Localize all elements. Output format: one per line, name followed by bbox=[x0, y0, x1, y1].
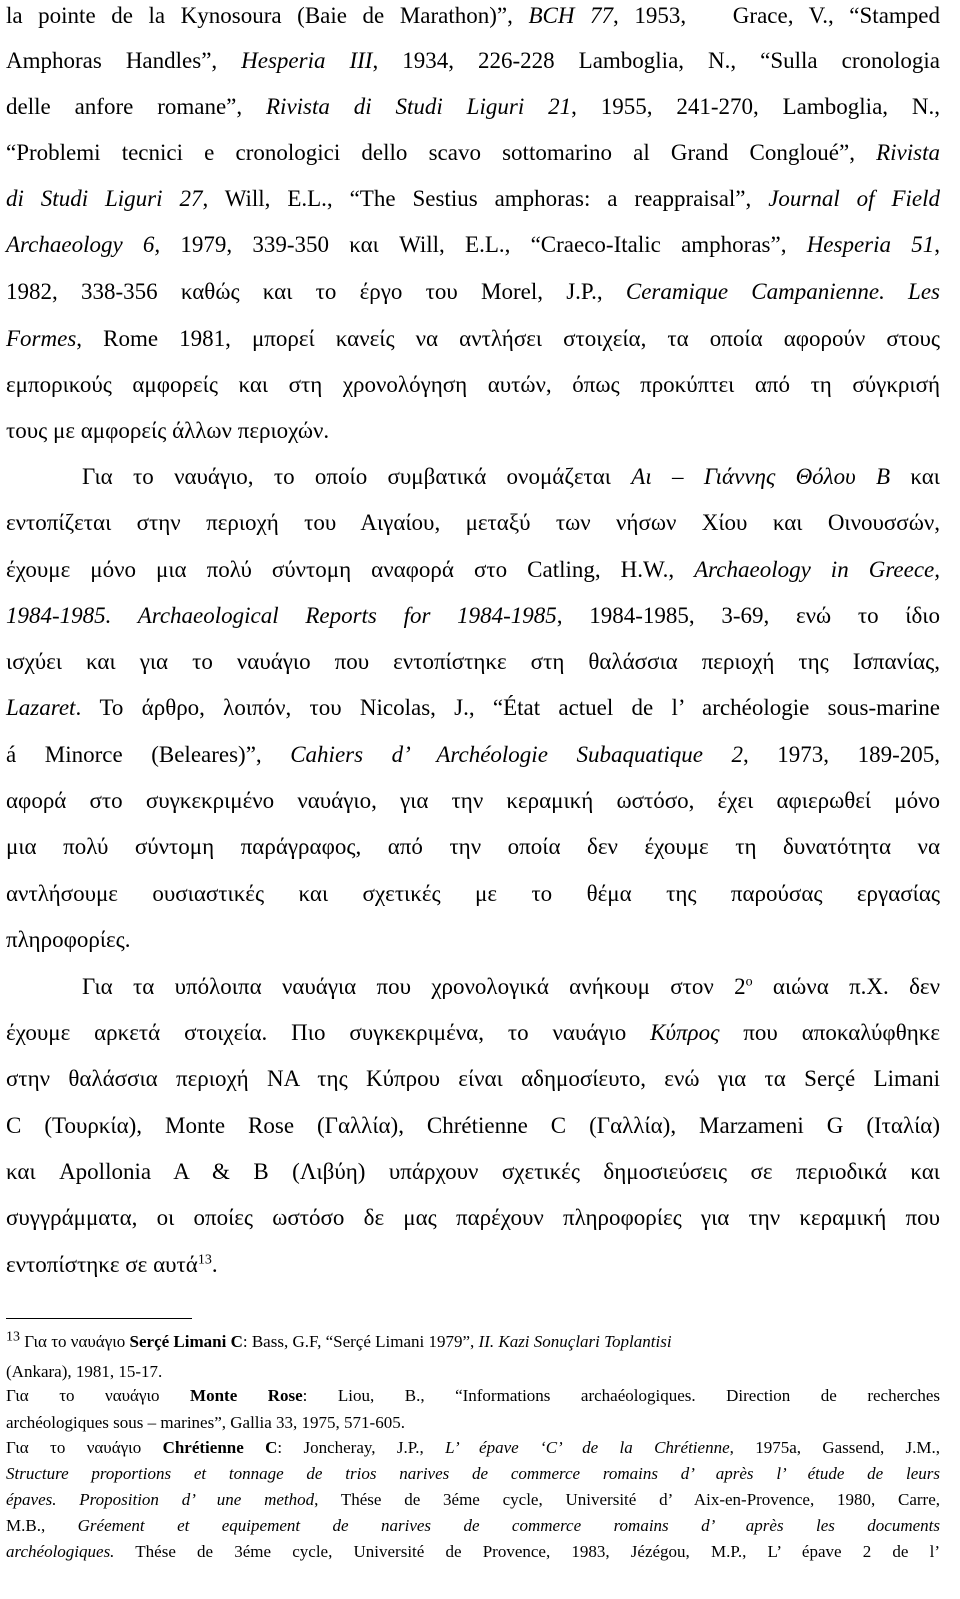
footnote-line: épaves. Proposition d’ une method, Thése de 3éme cycle, Université d’ Aix-en-Provence, 1980, Carre, bbox=[6, 1490, 940, 1509]
body-line: 1982, 338-356 καθώς και το έργο του Morel, J.P., Ceramique Campanienne. Les bbox=[6, 279, 940, 304]
body-line: συγγράμματα, οι οποίες ωστόσο δε μας παρέχουν πληροφορίες για την κεραμική που bbox=[6, 1205, 940, 1230]
footnote-line: Για το ναυάγιο Chrétienne C: Joncheray, J.P., L’ épave ‘C’ de la Chrétienne, 1975a, Gassend, J.M., bbox=[6, 1438, 941, 1457]
body-line: στην θαλάσσια περιοχή ΝΑ της Κύπρου είναι αδημοσίευτο, ενώ για τα Serçé Limani bbox=[6, 1066, 940, 1091]
footnote-line: Για το ναυάγιο Monte Rose: Liou, B., “Informations archaéologiques. Direction de recherches bbox=[6, 1386, 940, 1405]
body-line: Formes, Rome 1981, μπορεί κανείς να αντλήσει στοιχεία, τα οποία αφορούν στους bbox=[6, 326, 940, 351]
footnote-line: $^{13}$ Για το ναυάγιο Serçé Limani C: Bass, G.F, “Serçé Limani 1979”, II. Kazi Sonuçlari Toplantisi bbox=[6, 1329, 672, 1351]
body-line: Amphoras Handles”, Hesperia III, 1934, 226-228 Lamboglia, N., “Sulla cronologia bbox=[6, 48, 940, 73]
body-line: delle anfore romane”, Rivista di Studi Liguri 21, 1955, 241-270, Lamboglia, N., bbox=[6, 94, 941, 119]
body-line: έχουμε αρκετά στοιχεία. Πιο συγκεκριμένα, το ναυάγιο Κύπρος που αποκαλύφθηκε bbox=[6, 1020, 940, 1045]
body-line: ισχύει και για το ναυάγιο που εντοπίστηκε στη θαλάσσια περιοχή της Ισπανίας, bbox=[6, 649, 940, 674]
body-line: 1984-1985. Archaeological Reports for 1984-1985, 1984-1985, 3-69, ενώ το ίδιο bbox=[6, 603, 940, 628]
body-line: αντλήσουμε ουσιαστικές και σχετικές με το θέμα της παρούσας εργασίας bbox=[6, 881, 940, 906]
body-line: εντοπίζεται στην περιοχή του Αιγαίου, μεταξύ των νήσων Χίου και Οινουσσών, bbox=[6, 510, 940, 535]
body-line: Για τα υπόλοιπα ναυάγια που χρονολογικά ανήκουμ στον $2^o$ αιώνα π.Χ. δεν bbox=[82, 974, 940, 999]
footnote-line: Structure proportions et tonnage de trios narives de commerce romains d’ après l’ étude de leurs bbox=[6, 1464, 940, 1483]
body-line: di Studi Liguri 27, Will, E.L., “The Sestius amphoras: a reappraisal”, Journal of Field bbox=[6, 186, 940, 211]
body-line: εμπορικούς αμφορείς και στη χρονολόγηση αυτών, όπως προκύπτει από τη σύγκρισή bbox=[6, 372, 940, 397]
body-line: “Problemi tecnici e cronologici dello scavo sottomarino al Grand Congloué”, Rivista bbox=[6, 140, 940, 165]
body-line: Για το ναυάγιο, το οποίο συμβατικά ονομάζεται Αι – Γιάννης Θόλου Β και bbox=[82, 464, 940, 489]
body-line: έχουμε μόνο μια πολύ σύντομη αναφορά στο Catling, H.W., Archaeology in Greece, bbox=[6, 557, 941, 582]
body-line: la pointe de la Kynosoura (Baie de Marathon)”, BCH 77, 1953, Grace, V., “Stamped bbox=[6, 3, 941, 28]
body-line: á Minorce (Beleares)”, Cahiers d’ Archéologie Subaquatique 2, 1973, 189-205, bbox=[6, 742, 940, 767]
footnote-separator bbox=[6, 1318, 192, 1319]
body-line: αφορά στο συγκεκριμένο ναυάγιο, για την κεραμική ωστόσο, έχει αφιερωθεί μόνο bbox=[6, 788, 940, 813]
footnote-line: (Ankara), 1981, 15-17. bbox=[6, 1362, 163, 1381]
body-line: Lazaret. Το άρθρο, λοιπόν, του Nicolas, J., “État actuel de l’ archéologie sous-marine bbox=[6, 695, 940, 720]
body-line: εντοπίστηκε σε αυτά$^{13}$. bbox=[6, 1252, 218, 1277]
footnote-line: archéologiques sous – marines”, Gallia 33, 1975, 571-605. bbox=[6, 1413, 405, 1432]
body-line: C (Τουρκία), Monte Rose (Γαλλία), Chrétienne C (Γαλλία), Marzameni G (Ιταλία) bbox=[6, 1113, 940, 1138]
footnote-line: M.B., Gréement et equipement de narives de commerce romains d’ après les documents bbox=[6, 1516, 940, 1535]
body-line: μια πολύ σύντομη παράγραφος, από την οποία δεν έχουμε τη δυνατότητα να bbox=[6, 834, 940, 859]
body-line: πληροφορίες. bbox=[6, 927, 131, 952]
body-line: και Apollonia A & B (Λιβύη) υπάρχουν σχετικές δημοσιεύσεις σε περιοδικά και bbox=[6, 1159, 940, 1184]
footnote-line: archéologiques. Thése de 3éme cycle, Université de Provence, 1983, Jézégou, M.P., L’ épave 2 de l’ bbox=[6, 1542, 940, 1561]
body-line: Archaeology 6, 1979, 339-350 και Will, E.L., “Craeco-Italic amphoras”, Hesperia 51, bbox=[6, 232, 940, 257]
body-line: τους με αμφορείς άλλων περιοχών. bbox=[6, 418, 330, 443]
